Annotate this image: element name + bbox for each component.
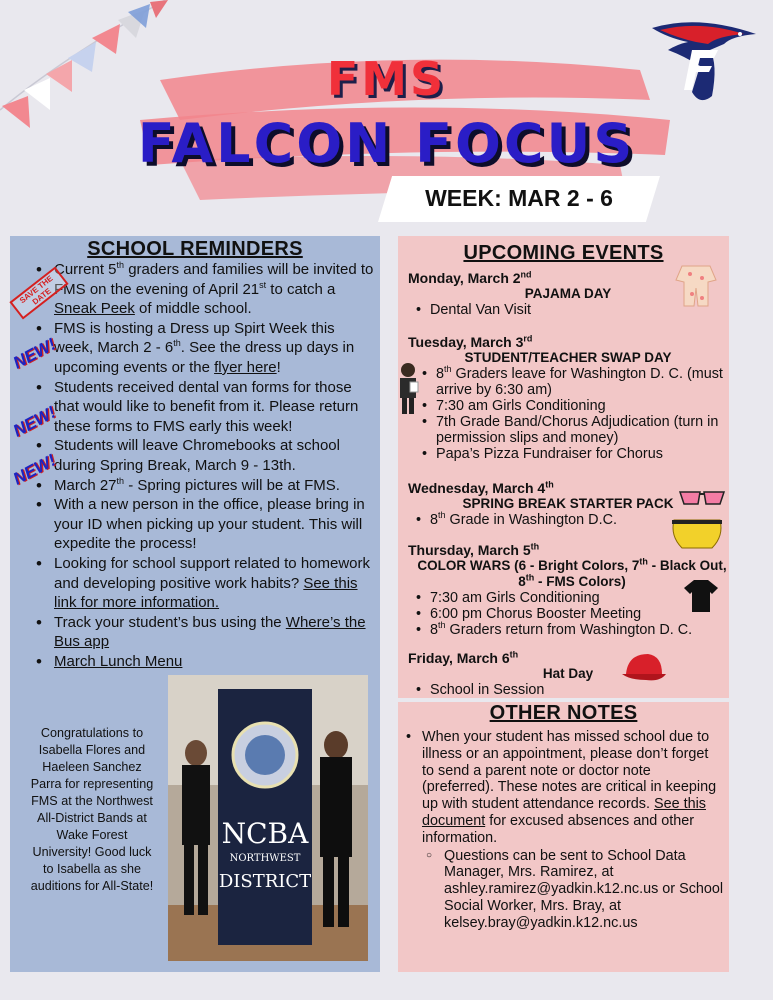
list-item: • When your student has missed school due to illness or an appointment, please don’t forget to send a parent note or doctor note (preferred). These notes are critical in keeping up with student attendance records. See this document for excused absences and other information. ○ Questions can be sent to School Data Manager, Mrs. Ramirez, at ashley.ramirez@yadkin.k12.nc.us or School Social Worker, Mrs. Bray, at kelsey.bray@yadkin.k12.nc.us [404, 729, 724, 932]
notes-list [404, 729, 724, 932]
wheres-the-bus-link[interactable]: Where’s the Bus app [54, 613, 366, 651]
congrats-text: Congratulations to Isabella Flores and Haeleen Sanchez Parra for representing FMS at the Northwest All-District Bands at Wake Forest University! Good luck to Isabella as she auditions for All-State! [30, 726, 154, 893]
list-item: • Current 5th graders and families will be invited to FMS on the evening of April 21st to catch a Sneak Peek of middle school. [34, 260, 374, 319]
list-item: • Students received dental van forms for those that would like to benefit from it. Please return these forms to FMS early this week! [34, 378, 374, 437]
photo-banner-district: DISTRICT [218, 871, 312, 892]
newsletter-header [0, 0, 773, 230]
red-cap-icon [620, 650, 668, 686]
falcon-logo-icon [648, 14, 760, 106]
band-students-photo [168, 675, 368, 961]
event-day-monday: Monday, March 2nd PAJAMA DAY • Dental Van Visit [408, 270, 728, 318]
list-item: • School in Session [414, 682, 728, 698]
list-item: • Students will leave Chromebooks at school during Spring Break, March 9 - 13th. [34, 436, 374, 475]
list-item: • 8th Graders leave for Washington D. C. (must arrive by 6:30 am) [420, 366, 728, 398]
list-item: ○ Questions can be sent to School Data Manager, Mrs. Ramirez, at ashley.ramirez@yadkin.k12.nc.us or School Social Worker, Mrs. Bray, at kelsey.bray@yadkin.k12.nc.us [422, 848, 724, 932]
day-theme: STUDENT/TEACHER SWAP DAY [464, 350, 672, 365]
list-item: • 6:00 pm Chorus Booster Meeting [414, 606, 728, 622]
list-item: • 7th Grade Band/Chorus Adjudication (turn in permission slips and money) [420, 414, 728, 446]
day-theme: PAJAMA DAY [524, 286, 612, 301]
list-item: • March 27th - Spring pictures will be at FMS. [34, 476, 374, 496]
support-info-link[interactable]: See this link for more information. [54, 574, 358, 612]
event-day-friday: Friday, March 6th Hat Day • School in Session [408, 650, 728, 698]
fanny-pack-icon [668, 512, 726, 552]
list-item: • FMS is hosting a Dress up Spirt Week this week, March 2 - 6th. See the dress up days in upcoming events or the flyer here! [34, 319, 374, 378]
list-item: • Papa’s Pizza Fundraiser for Chorus [420, 446, 728, 462]
list-item: • Dental Van Visit [414, 302, 728, 318]
pajamas-icon [674, 262, 718, 308]
upcoming-events-title: UPCOMING EVENTS [463, 242, 664, 264]
school-reminders-title: SCHOOL REMINDERS [87, 238, 303, 260]
t-shirt-icon [684, 578, 718, 612]
new-badge-icon: NEW! [9, 402, 59, 441]
day-theme: COLOR WARS (6 - Bright Colors, 7th - Black Out, 8th - FMS Colors) [417, 556, 727, 589]
list-item: • Track your student’s bus using the Where’s the Bus app [34, 613, 374, 652]
sunglasses-icon [678, 488, 726, 508]
list-item: • 7:30 am Girls Conditioning [414, 590, 728, 606]
save-the-date-stamp: SAVE THE DATE [9, 266, 68, 319]
flyer-link[interactable]: flyer here [214, 358, 277, 376]
event-day-thursday: Thursday, March 5th COLOR WARS (6 - Bright Colors, 7th - Black Out, 8th - FMS Colors) • 7:30 am Girls Conditioning • 6:00 pm Chorus Booster Meeting • 8th Graders return from Washington D. C. [408, 542, 728, 638]
school-reminders-panel [10, 236, 380, 972]
list-item: • With a new person in the office, please bring in your ID when picking up your student. This will expedite the process! [34, 495, 374, 554]
event-day-wednesday: Wednesday, March 4th SPRING BREAK STARTER PACK • 8th Grade in Washington D.C. [408, 480, 728, 528]
new-badge-icon: NEW! [9, 450, 59, 489]
list-item [34, 652, 374, 672]
new-badge-icon: NEW! [9, 334, 59, 373]
week-label: WEEK: MAR 2 - 6 [425, 185, 613, 211]
title-fms: FMS [326, 52, 447, 106]
day-theme: Hat Day [542, 666, 594, 681]
event-day-tuesday: Tuesday, March 3rd STUDENT/TEACHER SWAP DAY • 8th Graders leave for Washington D. C. (must arrive by 6:30 am) • 7:30 am Girls Conditioning • 7th Grade Band/Chorus Adjudication (turn in permission slips and money) • Papa’s Pizza Fundraiser for Chorus [408, 334, 728, 462]
list-item: • Looking for school support related to homework and developing positive work habits? See this link for more information. [34, 554, 374, 613]
title-falcon-focus: FALCON FOCUS [137, 112, 636, 175]
day-theme: SPRING BREAK STARTER PACK [462, 496, 674, 511]
list-item: • 7:30 am Girls Conditioning [420, 398, 728, 414]
reminders-list [34, 260, 374, 671]
photo-banner-northwest: NORTHWEST [229, 853, 301, 864]
upcoming-events-panel [398, 236, 729, 698]
photo-banner-ncba: NCBA [221, 817, 309, 850]
lunch-menu-link[interactable]: March Lunch Menu [54, 652, 183, 670]
other-notes-title: OTHER NOTES [489, 702, 638, 724]
teacher-icon [394, 360, 422, 418]
sneak-peek-link[interactable]: Sneak Peek [54, 300, 135, 318]
list-item: • 8th Graders return from Washington D. C. [414, 622, 728, 638]
excused-absences-document-link[interactable]: See this document [422, 796, 706, 829]
other-notes-panel [398, 702, 729, 972]
list-item: • 8th Grade in Washington D.C. [414, 512, 728, 528]
